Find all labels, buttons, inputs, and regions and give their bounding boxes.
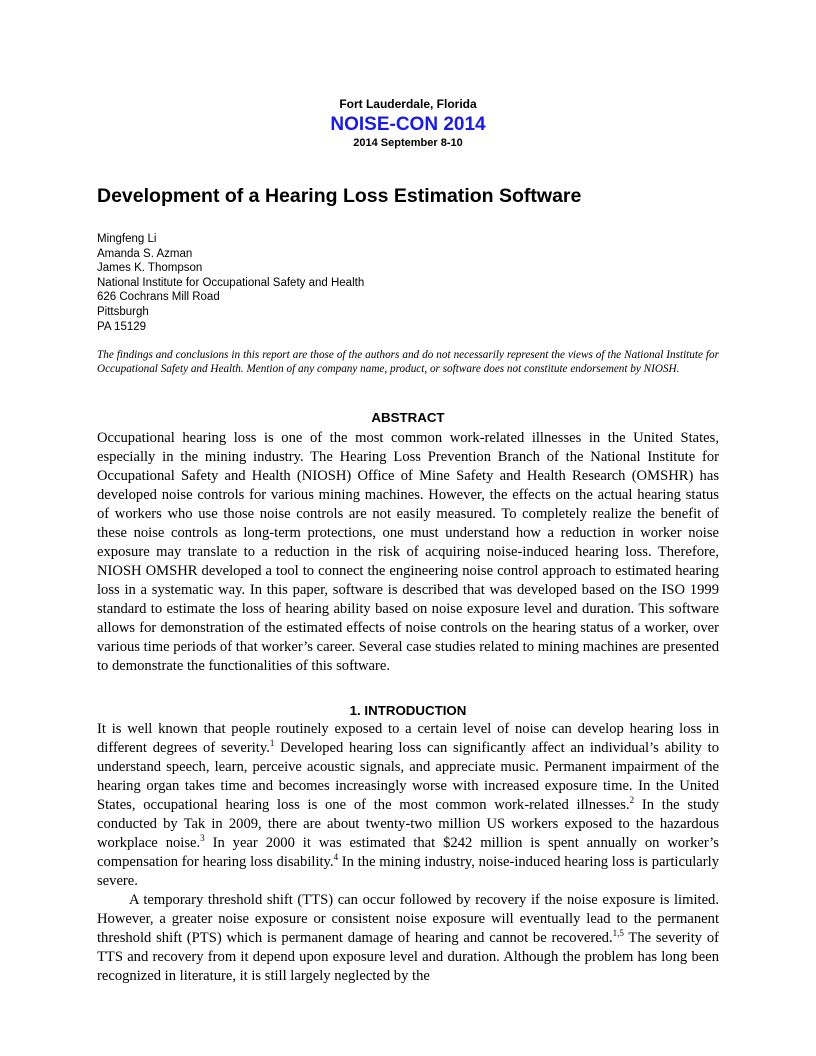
author-address-street: 626 Cochrans Mill Road	[97, 291, 220, 304]
author-name: Mingfeng Li	[97, 233, 157, 245]
abstract-paragraph: Occupational hearing loss is one of the most common work-related illnesses in the United States, especially in the mining industry. The Hearing Loss Prevention Branch of the National Institute for Occupational Safety and Health (NIOSH) Office of Mine Safety and Health Research (OMSHR) has developed noise controls for various mining machines. However, the effects on the actual hearing status of workers who use those noise controls are not easily measured. To completely realize the benefit of these noise controls as long-term protections, one must understand how a reduction in worker noise exposure may translate to a reduction in the risk of acquiring noise-induced hearing loss. Therefore, NIOSH OMSHR developed a tool to connect the engineering noise control approach to estimated hearing loss in a systematic way. In this paper, software is described that was developed based on the ISO 1999 standard to estimate the loss of hearing ability based on noise exposure level and duration. This software allows for demonstration of the estimated effects of noise controls on the hearing status of a worker, over various time periods of that worker’s career. Several case studies related to mining machines are presented to demonstrate the functionalities of this software.	[97, 430, 719, 674]
sentence: It is well known that people routinely exposed to a certain level of noise can develop hearing loss in different degrees of severity.	[97, 721, 719, 756]
sentence: The severity of TTS and recovery from it depend upon exposure level and duration. Although the problem has long been recognized in literature, it is still largely neglected by the	[97, 930, 719, 984]
author-address-city: Pittsburgh	[97, 305, 149, 318]
citation-ref: 1	[269, 738, 275, 749]
author-name: Amanda S. Azman	[97, 247, 193, 260]
sentence: In the study conducted by Tak in 2009, there are about twenty-two million US workers exposed to the hazardous workplace noise.	[97, 797, 719, 851]
introduction-heading: 1. INTRODUCTION	[349, 703, 467, 718]
sentence: In the mining industry, noise-induced hearing loss is particularly severe.	[97, 854, 719, 889]
abstract-heading: ABSTRACT	[371, 410, 445, 425]
conference-header	[0, 96, 816, 151]
conference-dates: 2014 September 8-10	[353, 137, 463, 149]
author-name: James K. Thompson	[97, 262, 203, 275]
sentence: Developed hearing loss can significantly affect an individual’s ability to understand speech, learn, perceive acoustic signals, and appreciate music. Permanent impairment of the hearing organ takes time and becomes increasingly worse with increased exposure time. In the United States, occupational hearing loss is one of the most common work-related illnesses.	[97, 740, 719, 813]
disclaimer: The findings and conclusions in this report are those of the authors and do not necessarily represent the views of the National Institute for Occupational Safety and Health. Mention of any company name, product, or software does not constitute endorsement by NIOSH.	[97, 349, 719, 376]
citation-ref: 4	[333, 852, 339, 863]
introduction-text	[97, 720, 719, 986]
author-affiliation: National Institute for Occupational Safety and Health	[97, 276, 365, 289]
introduction-paragraph-2	[97, 891, 719, 986]
sentence: A temporary threshold shift (TTS) can occur followed by recovery if the noise exposure is limited. However, a greater noise exposure or consistent noise exposure will eventually lead to the permanent threshold shift (PTS) which is permanent damage of hearing and cannot be recovered.	[97, 892, 719, 946]
citation-ref: 2	[629, 795, 635, 806]
conference-name: NOISE-CON 2014	[330, 114, 486, 135]
paper-title: Development of a Hearing Loss Estimation Software	[97, 185, 582, 207]
introduction-paragraph-1	[97, 720, 719, 891]
citation-ref: 3	[200, 833, 205, 844]
abstract-text	[97, 429, 719, 676]
author-block	[97, 232, 597, 334]
author-address-postcode: PA 15129	[97, 320, 147, 333]
citation-ref: 1,5	[612, 928, 624, 939]
conference-location: Fort Lauderdale, Florida	[339, 97, 477, 111]
sentence: In year 2000 it was estimated that $242 million is spent annually on worker’s compensation for hearing loss disability.	[97, 835, 719, 870]
